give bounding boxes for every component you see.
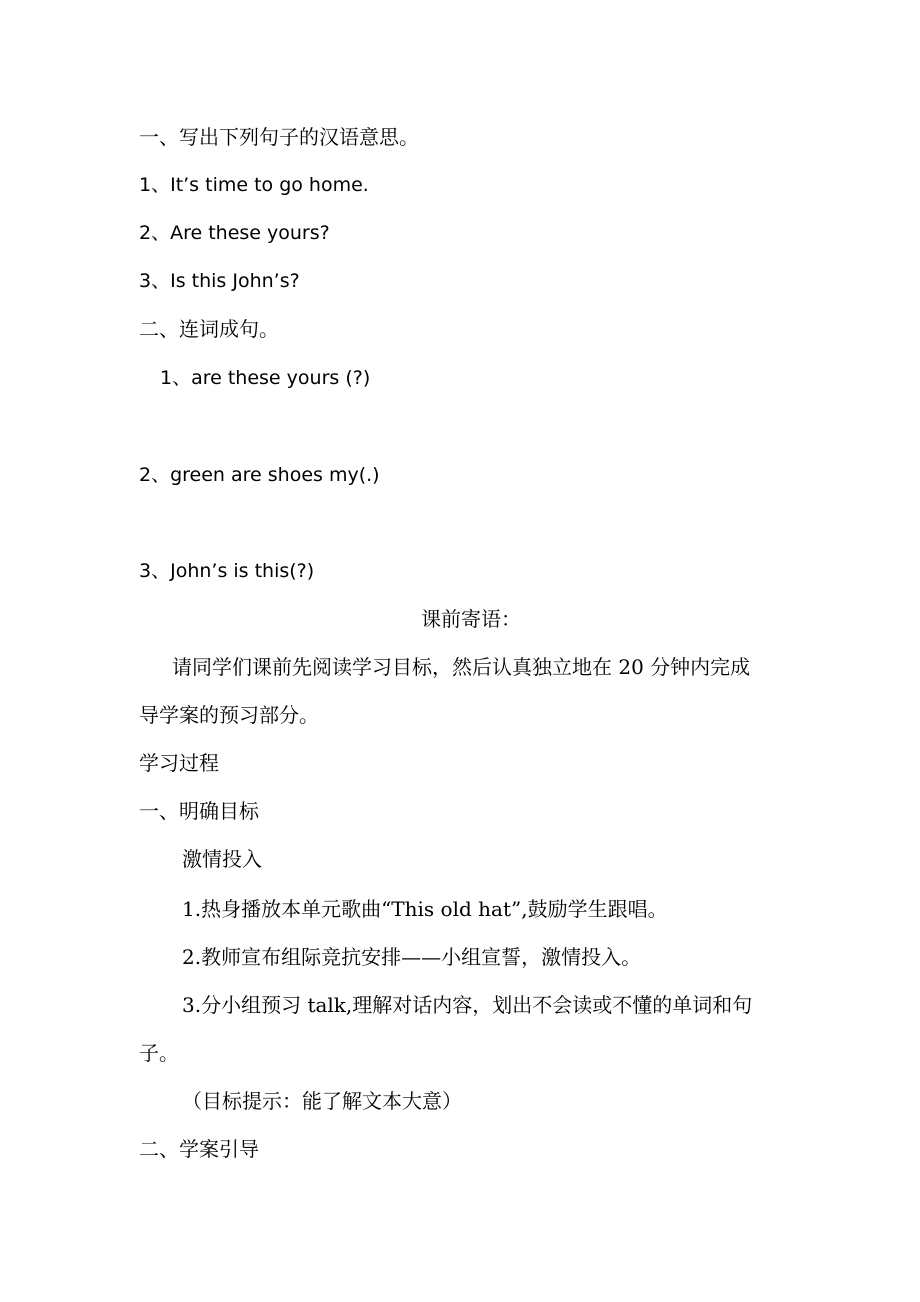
process-hint: （目标提示：能了解文本大意） bbox=[182, 1089, 462, 1113]
process-step-1: 1.热身播放本单元歌曲“This old hat”,鼓励学生跟唱。 bbox=[182, 897, 668, 921]
section2-heading: 二、连词成句。 bbox=[139, 317, 279, 341]
process-part1-heading: 一、明确目标 bbox=[139, 799, 259, 823]
process-part2-heading: 二、学案引导 bbox=[139, 1137, 259, 1161]
section2-item-1: 1、are these yours (?) bbox=[160, 367, 371, 389]
process-step-3-continuation: 子。 bbox=[139, 1041, 179, 1065]
section1-item-3: 3、Is this John’s? bbox=[139, 270, 300, 292]
preface-paragraph-line-1: 请同学们课前先阅读学习目标，然后认真独立地在 20 分钟内完成 bbox=[172, 655, 751, 679]
section2-item-3: 3、John’s is this(?) bbox=[139, 560, 315, 582]
preface-paragraph-line-2: 导学案的预习部分。 bbox=[139, 703, 319, 727]
section2-item-2: 2、green are shoes my(.) bbox=[139, 464, 380, 486]
section1-item-2: 2、Are these yours? bbox=[139, 222, 330, 244]
section1-heading: 一、写出下列句子的汉语意思。 bbox=[139, 125, 419, 149]
process-step-2: 2.教师宣布组际竞抗安排——小组宣誓，激情投入。 bbox=[182, 945, 642, 969]
preface-title: 课前寄语： bbox=[421, 607, 521, 631]
section1-item-1: 1、It’s time to go home. bbox=[139, 174, 369, 196]
process-title: 学习过程 bbox=[139, 751, 219, 775]
process-step-3: 3.分小组预习 talk,理解对话内容，划出不会读或不懂的单词和句 bbox=[182, 993, 753, 1017]
process-part1-subheading: 激情投入 bbox=[182, 847, 262, 871]
